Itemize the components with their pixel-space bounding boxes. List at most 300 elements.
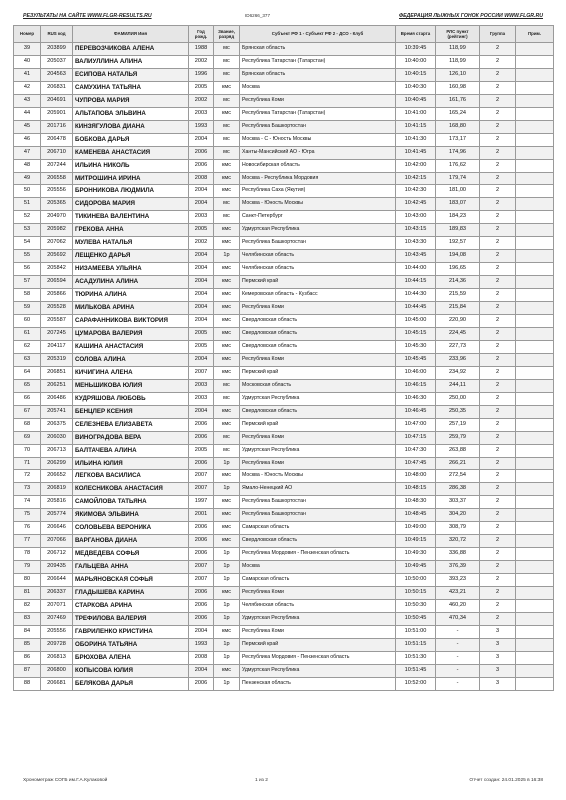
start-group-cell: 2 bbox=[480, 250, 516, 263]
region-club-cell: Москва bbox=[240, 561, 396, 574]
sport-rank-cell: кмс bbox=[214, 664, 240, 677]
athlete-number-cell: 45 bbox=[14, 120, 41, 133]
start-group-cell: 2 bbox=[480, 94, 516, 107]
note-cell bbox=[516, 353, 554, 366]
table-row bbox=[14, 431, 554, 444]
sport-rank-cell: кмс bbox=[214, 302, 240, 315]
birth-year-cell: 2005 bbox=[189, 327, 214, 340]
table-row bbox=[14, 198, 554, 211]
athlete-number-cell: 70 bbox=[14, 444, 41, 457]
start-group-cell: 2 bbox=[480, 548, 516, 561]
athlete-number-cell: 61 bbox=[14, 327, 41, 340]
page-number: 1 из 2 bbox=[255, 778, 268, 783]
note-cell bbox=[516, 470, 554, 483]
fis-points-cell: 126,10 bbox=[436, 68, 480, 81]
sport-rank-cell: мс bbox=[214, 198, 240, 211]
athlete-number-cell: 83 bbox=[14, 612, 41, 625]
region-club-cell: Брянская область bbox=[240, 43, 396, 56]
table-row bbox=[14, 379, 554, 392]
athlete-name-cell: НИЗАМЕЕВА УЛЬЯНА bbox=[73, 263, 189, 276]
fis-points-cell: - bbox=[436, 651, 480, 664]
athlete-number-cell: 80 bbox=[14, 574, 41, 587]
region-club-cell: Пермский край bbox=[240, 276, 396, 289]
fis-points-cell: 160,98 bbox=[436, 81, 480, 94]
table-row bbox=[14, 457, 554, 470]
region-club-cell: Республика Башкортостан bbox=[240, 509, 396, 522]
table-row bbox=[14, 120, 554, 133]
rus-code-cell: 206646 bbox=[41, 522, 73, 535]
start-time-cell: 10:42:30 bbox=[396, 185, 436, 198]
fis-points-cell: 460,20 bbox=[436, 599, 480, 612]
fis-points-cell: 196,65 bbox=[436, 263, 480, 276]
rus-code-cell: 205816 bbox=[41, 496, 73, 509]
athlete-name-cell: АЛЬТАПОВА ЭЛЬВИНА bbox=[73, 107, 189, 120]
sport-rank-cell: кмс bbox=[214, 535, 240, 548]
table-row bbox=[14, 315, 554, 328]
sport-rank-cell: 1р bbox=[214, 651, 240, 664]
start-time-cell: 10:41:30 bbox=[396, 133, 436, 146]
fis-points-cell: - bbox=[436, 625, 480, 638]
rus-code-cell: 205037 bbox=[41, 55, 73, 68]
rus-code-cell: 206712 bbox=[41, 548, 73, 561]
rus-code-cell: 206375 bbox=[41, 418, 73, 431]
athlete-name-cell: ЕСИПОВА НАТАЛЬЯ bbox=[73, 68, 189, 81]
note-cell bbox=[516, 548, 554, 561]
athlete-name-cell: АСАДУЛИНА АЛИНА bbox=[73, 276, 189, 289]
rus-code-cell: 209435 bbox=[41, 561, 73, 574]
athlete-name-cell: ЛЕГКОВА ВАСИЛИСА bbox=[73, 470, 189, 483]
birth-year-cell: 2005 bbox=[189, 81, 214, 94]
table-row bbox=[14, 496, 554, 509]
start-time-cell: 10:39:45 bbox=[396, 43, 436, 56]
region-club-cell: Челябинская область bbox=[240, 250, 396, 263]
col-header-start-time: Время старта bbox=[396, 26, 436, 43]
start-group-cell: 2 bbox=[480, 224, 516, 237]
athlete-name-cell: ЧУПРОВА МАРИЯ bbox=[73, 94, 189, 107]
start-group-cell: 2 bbox=[480, 496, 516, 509]
athlete-number-cell: 46 bbox=[14, 133, 41, 146]
start-group-cell: 2 bbox=[480, 561, 516, 574]
region-club-cell: Кемеровская область - Кузбасс bbox=[240, 289, 396, 302]
rus-code-cell: 206713 bbox=[41, 444, 73, 457]
start-group-cell: 2 bbox=[480, 353, 516, 366]
birth-year-cell: 2004 bbox=[189, 198, 214, 211]
rus-code-cell: 205556 bbox=[41, 625, 73, 638]
note-cell bbox=[516, 327, 554, 340]
note-cell bbox=[516, 133, 554, 146]
region-club-cell: Ханты-Мансийский АО - Югра bbox=[240, 146, 396, 159]
start-time-cell: 10:44:15 bbox=[396, 276, 436, 289]
athlete-name-cell: МАРЬЯНОВСКАЯ СОФЬЯ bbox=[73, 574, 189, 587]
region-club-cell: Республика Коми bbox=[240, 625, 396, 638]
table-row bbox=[14, 68, 554, 81]
fis-points-cell: 336,88 bbox=[436, 548, 480, 561]
rus-code-cell: 207071 bbox=[41, 599, 73, 612]
start-group-cell: 3 bbox=[480, 677, 516, 690]
athlete-number-cell: 59 bbox=[14, 302, 41, 315]
rus-code-cell: 204117 bbox=[41, 340, 73, 353]
table-row bbox=[14, 43, 554, 56]
note-cell bbox=[516, 392, 554, 405]
table-row bbox=[14, 483, 554, 496]
sport-rank-cell: мс bbox=[214, 146, 240, 159]
region-club-cell: Республика Мордовия - Пензенская область bbox=[240, 651, 396, 664]
rus-code-cell: 206851 bbox=[41, 366, 73, 379]
page-header bbox=[23, 13, 543, 25]
sport-rank-cell: кмс bbox=[214, 185, 240, 198]
region-club-cell: Свердловская область bbox=[240, 405, 396, 418]
athlete-name-cell: СОЛОВЬЕВА ВЕРОНИКА bbox=[73, 522, 189, 535]
table-row bbox=[14, 561, 554, 574]
note-cell bbox=[516, 159, 554, 172]
athlete-name-cell: ТИКИНЕВА ВАЛЕНТИНА bbox=[73, 211, 189, 224]
region-club-cell: Республика Башкортостан bbox=[240, 496, 396, 509]
fis-points-cell: 376,39 bbox=[436, 561, 480, 574]
athlete-number-cell: 66 bbox=[14, 392, 41, 405]
region-club-cell: Москва - С - Юность Москвы bbox=[240, 133, 396, 146]
birth-year-cell: 2004 bbox=[189, 276, 214, 289]
sport-rank-cell: кмс bbox=[214, 224, 240, 237]
birth-year-cell: 2004 bbox=[189, 263, 214, 276]
table-row bbox=[14, 224, 554, 237]
athlete-number-cell: 57 bbox=[14, 276, 41, 289]
start-time-cell: 10:41:00 bbox=[396, 107, 436, 120]
fis-points-cell: 183,07 bbox=[436, 198, 480, 211]
note-cell bbox=[516, 340, 554, 353]
start-group-cell: 2 bbox=[480, 172, 516, 185]
athlete-number-cell: 39 bbox=[14, 43, 41, 56]
table-row bbox=[14, 444, 554, 457]
start-time-cell: 10:47:15 bbox=[396, 431, 436, 444]
rus-code-cell: 207469 bbox=[41, 612, 73, 625]
table-row bbox=[14, 548, 554, 561]
region-club-cell: Пермский край bbox=[240, 638, 396, 651]
fis-points-cell: 266,21 bbox=[436, 457, 480, 470]
athlete-name-cell: КАШИНА АНАСТАСИЯ bbox=[73, 340, 189, 353]
birth-year-cell: 2006 bbox=[189, 535, 214, 548]
fis-points-cell: 215,59 bbox=[436, 289, 480, 302]
sport-rank-cell: 1р bbox=[214, 677, 240, 690]
region-club-cell: Москва - Республика Мордовия bbox=[240, 172, 396, 185]
athlete-number-cell: 41 bbox=[14, 68, 41, 81]
region-club-cell: Удмуртская Республика bbox=[240, 612, 396, 625]
athlete-name-cell: КАМЕНЕВА АНАСТАСИЯ bbox=[73, 146, 189, 159]
table-row bbox=[14, 55, 554, 68]
athlete-number-cell: 77 bbox=[14, 535, 41, 548]
sport-rank-cell: кмс bbox=[214, 327, 240, 340]
rus-code-cell: 206251 bbox=[41, 379, 73, 392]
fis-points-cell: 173,17 bbox=[436, 133, 480, 146]
region-club-cell: Ямало-Ненецкий АО bbox=[240, 483, 396, 496]
note-cell bbox=[516, 146, 554, 159]
table-row bbox=[14, 574, 554, 587]
start-group-cell: 2 bbox=[480, 107, 516, 120]
fis-points-cell: 184,23 bbox=[436, 211, 480, 224]
start-group-cell: 3 bbox=[480, 625, 516, 638]
athlete-number-cell: 73 bbox=[14, 483, 41, 496]
birth-year-cell: 2006 bbox=[189, 587, 214, 600]
table-row bbox=[14, 651, 554, 664]
region-club-cell: Республика Коми bbox=[240, 587, 396, 600]
note-cell bbox=[516, 509, 554, 522]
athlete-name-cell: МИТРОШИНА ИРИНА bbox=[73, 172, 189, 185]
start-list-table bbox=[13, 25, 554, 691]
table-row bbox=[14, 172, 554, 185]
sport-rank-cell: кмс bbox=[214, 172, 240, 185]
birth-year-cell: 2004 bbox=[189, 664, 214, 677]
sport-rank-cell: 1р bbox=[214, 599, 240, 612]
fis-points-cell: 272,54 bbox=[436, 470, 480, 483]
sport-rank-cell: кмс bbox=[214, 366, 240, 379]
fis-points-cell: 165,24 bbox=[436, 107, 480, 120]
start-time-cell: 10:43:30 bbox=[396, 237, 436, 250]
note-cell bbox=[516, 625, 554, 638]
start-time-cell: 10:51:45 bbox=[396, 664, 436, 677]
note-cell bbox=[516, 55, 554, 68]
start-time-cell: 10:45:00 bbox=[396, 315, 436, 328]
rus-code-cell: 206558 bbox=[41, 172, 73, 185]
note-cell bbox=[516, 276, 554, 289]
athlete-number-cell: 68 bbox=[14, 418, 41, 431]
col-header-note: Прим. bbox=[516, 26, 554, 43]
start-group-cell: 2 bbox=[480, 366, 516, 379]
note-cell bbox=[516, 107, 554, 120]
note-cell bbox=[516, 172, 554, 185]
sport-rank-cell: кмс bbox=[214, 340, 240, 353]
start-time-cell: 10:51:00 bbox=[396, 625, 436, 638]
athlete-number-cell: 67 bbox=[14, 405, 41, 418]
table-row bbox=[14, 146, 554, 159]
start-time-cell: 10:48:45 bbox=[396, 509, 436, 522]
sport-rank-cell: кмс bbox=[214, 587, 240, 600]
rus-code-cell: 207244 bbox=[41, 159, 73, 172]
note-cell bbox=[516, 535, 554, 548]
fis-points-cell: - bbox=[436, 638, 480, 651]
athlete-name-cell: СОЛОВА АЛИНА bbox=[73, 353, 189, 366]
start-time-cell: 10:49:15 bbox=[396, 535, 436, 548]
table-row bbox=[14, 107, 554, 120]
rus-code-cell: 207066 bbox=[41, 535, 73, 548]
rus-code-cell: 203899 bbox=[41, 43, 73, 56]
table-row bbox=[14, 612, 554, 625]
fis-points-cell: 189,83 bbox=[436, 224, 480, 237]
sport-rank-cell: мс bbox=[214, 94, 240, 107]
col-header-rank: Звание, разряд bbox=[214, 26, 240, 43]
table-row bbox=[14, 237, 554, 250]
table-header-row bbox=[14, 26, 554, 43]
start-group-cell: 2 bbox=[480, 392, 516, 405]
rus-code-cell: 206644 bbox=[41, 574, 73, 587]
table-row bbox=[14, 587, 554, 600]
start-group-cell: 2 bbox=[480, 418, 516, 431]
start-group-cell: 2 bbox=[480, 599, 516, 612]
fis-points-cell: 168,80 bbox=[436, 120, 480, 133]
athlete-number-cell: 54 bbox=[14, 237, 41, 250]
region-club-cell: Брянская область bbox=[240, 68, 396, 81]
table-row bbox=[14, 392, 554, 405]
rus-code-cell: 206819 bbox=[41, 483, 73, 496]
start-time-cell: 10:43:45 bbox=[396, 250, 436, 263]
table-row bbox=[14, 185, 554, 198]
region-club-cell: Удмуртская Республика bbox=[240, 224, 396, 237]
fis-points-cell: 233,96 bbox=[436, 353, 480, 366]
birth-year-cell: 2006 bbox=[189, 522, 214, 535]
start-time-cell: 10:52:00 bbox=[396, 677, 436, 690]
athlete-name-cell: ГЛАДЫШЕВА КАРИНА bbox=[73, 587, 189, 600]
start-group-cell: 2 bbox=[480, 470, 516, 483]
start-group-cell: 2 bbox=[480, 68, 516, 81]
fis-points-cell: 250,35 bbox=[436, 405, 480, 418]
athlete-name-cell: БАЛТАЧЕВА АЛИНА bbox=[73, 444, 189, 457]
table-row bbox=[14, 418, 554, 431]
report-created: Отчет создан: 24.01.2025 в 16:38 bbox=[469, 778, 543, 783]
table-body bbox=[14, 43, 554, 691]
note-cell bbox=[516, 120, 554, 133]
athlete-name-cell: ПЕРЕВОЗЧИКОВА АЛЕНА bbox=[73, 43, 189, 56]
rus-code-cell: 205319 bbox=[41, 353, 73, 366]
region-club-cell: Пермский край bbox=[240, 366, 396, 379]
start-group-cell: 2 bbox=[480, 159, 516, 172]
athlete-number-cell: 64 bbox=[14, 366, 41, 379]
athlete-name-cell: КОЛЕСНИКОВА АНАСТАСИЯ bbox=[73, 483, 189, 496]
rus-code-cell: 201716 bbox=[41, 120, 73, 133]
rus-code-cell: 209728 bbox=[41, 638, 73, 651]
note-cell bbox=[516, 198, 554, 211]
results-site-link[interactable]: РЕЗУЛЬТАТЫ НА САЙТЕ WWW.FLGR-RESULTS.RU bbox=[23, 13, 152, 19]
athlete-number-cell: 51 bbox=[14, 198, 41, 211]
athlete-name-cell: КИЧИГИНА АЛЕНА bbox=[73, 366, 189, 379]
sport-rank-cell: кмс bbox=[214, 353, 240, 366]
region-club-cell: Московская область bbox=[240, 379, 396, 392]
sport-rank-cell: мс bbox=[214, 133, 240, 146]
start-time-cell: 10:48:15 bbox=[396, 483, 436, 496]
region-club-cell: Новосибирская область bbox=[240, 159, 396, 172]
start-group-cell: 2 bbox=[480, 43, 516, 56]
birth-year-cell: 2003 bbox=[189, 107, 214, 120]
table-row bbox=[14, 625, 554, 638]
birth-year-cell: 2008 bbox=[189, 172, 214, 185]
start-group-cell: 2 bbox=[480, 289, 516, 302]
start-group-cell: 2 bbox=[480, 431, 516, 444]
athlete-number-cell: 88 bbox=[14, 677, 41, 690]
sport-rank-cell: мс bbox=[214, 68, 240, 81]
region-club-cell: Республика Саха (Якутия) bbox=[240, 185, 396, 198]
birth-year-cell: 2003 bbox=[189, 392, 214, 405]
sport-rank-cell: кмс bbox=[214, 276, 240, 289]
start-time-cell: 10:46:00 bbox=[396, 366, 436, 379]
athlete-name-cell: КУДРЯШОВА ЛЮБОВЬ bbox=[73, 392, 189, 405]
table-row bbox=[14, 302, 554, 315]
sport-rank-cell: 1р bbox=[214, 561, 240, 574]
birth-year-cell: 2003 bbox=[189, 379, 214, 392]
note-cell bbox=[516, 405, 554, 418]
start-group-cell: 3 bbox=[480, 664, 516, 677]
sport-rank-cell: 1р bbox=[214, 638, 240, 651]
start-group-cell: 2 bbox=[480, 198, 516, 211]
athlete-name-cell: БРЮХОВА АЛЕНА bbox=[73, 651, 189, 664]
athlete-number-cell: 78 bbox=[14, 548, 41, 561]
birth-year-cell: 2002 bbox=[189, 55, 214, 68]
start-group-cell: 2 bbox=[480, 55, 516, 68]
fis-points-cell: 286,38 bbox=[436, 483, 480, 496]
start-time-cell: 10:40:45 bbox=[396, 94, 436, 107]
rus-code-cell: 205365 bbox=[41, 198, 73, 211]
col-header-subject: Субъект РФ 1 - Субъект РФ 2 - ДСО - Клуб bbox=[240, 26, 396, 43]
start-time-cell: 10:46:30 bbox=[396, 392, 436, 405]
start-group-cell: 2 bbox=[480, 302, 516, 315]
table-row bbox=[14, 535, 554, 548]
table-row bbox=[14, 133, 554, 146]
region-club-cell: Пермский край bbox=[240, 418, 396, 431]
birth-year-cell: 2006 bbox=[189, 599, 214, 612]
fis-points-cell: 176,62 bbox=[436, 159, 480, 172]
fis-points-cell: 192,57 bbox=[436, 237, 480, 250]
athlete-name-cell: КИНЗЯГУЛОВА ДИАНА bbox=[73, 120, 189, 133]
athlete-name-cell: БЕНЦЛЕР КСЕНИЯ bbox=[73, 405, 189, 418]
federation-site-link[interactable]: ФЕДЕРАЦИЯ ЛЫЖНЫХ ГОНОК РОССИИ WWW.FLGR.RU bbox=[399, 13, 543, 19]
table-row bbox=[14, 340, 554, 353]
page-footer bbox=[23, 778, 543, 788]
note-cell bbox=[516, 561, 554, 574]
note-cell bbox=[516, 211, 554, 224]
sport-rank-cell: кмс bbox=[214, 315, 240, 328]
fis-points-cell: - bbox=[436, 677, 480, 690]
athlete-name-cell: ЯКИМОВА ЭЛЬВИНА bbox=[73, 509, 189, 522]
note-cell bbox=[516, 224, 554, 237]
athlete-name-cell: МЕНЬШИКОВА ЮЛИЯ bbox=[73, 379, 189, 392]
athlete-name-cell: ГАВРИЛЕНКО КРИСТИНА bbox=[73, 625, 189, 638]
rus-code-cell: 206652 bbox=[41, 470, 73, 483]
start-list-table-wrap bbox=[13, 25, 553, 691]
note-cell bbox=[516, 483, 554, 496]
note-cell bbox=[516, 94, 554, 107]
athlete-name-cell: СТАРКОВА АРИНА bbox=[73, 599, 189, 612]
birth-year-cell: 2006 bbox=[189, 548, 214, 561]
note-cell bbox=[516, 599, 554, 612]
fis-points-cell: 257,19 bbox=[436, 418, 480, 431]
birth-year-cell: 1997 bbox=[189, 496, 214, 509]
region-club-cell: Республика Татарстан (Татарстан) bbox=[240, 107, 396, 120]
start-group-cell: 3 bbox=[480, 651, 516, 664]
athlete-number-cell: 49 bbox=[14, 172, 41, 185]
athlete-number-cell: 65 bbox=[14, 379, 41, 392]
region-club-cell: Удмуртская Республика bbox=[240, 444, 396, 457]
table-row bbox=[14, 664, 554, 677]
fis-points-cell: 303,37 bbox=[436, 496, 480, 509]
sport-rank-cell: 1р bbox=[214, 574, 240, 587]
rus-code-cell: 206831 bbox=[41, 81, 73, 94]
athlete-number-cell: 62 bbox=[14, 340, 41, 353]
sport-rank-cell: мс bbox=[214, 211, 240, 224]
athlete-number-cell: 50 bbox=[14, 185, 41, 198]
col-header-year: Год рожд. bbox=[189, 26, 214, 43]
start-group-cell: 3 bbox=[480, 638, 516, 651]
rus-code-cell: 205901 bbox=[41, 107, 73, 120]
note-cell bbox=[516, 574, 554, 587]
birth-year-cell: 2005 bbox=[189, 340, 214, 353]
birth-year-cell: 1988 bbox=[189, 43, 214, 56]
rus-code-cell: 207062 bbox=[41, 237, 73, 250]
athlete-name-cell: ВАЛИУЛЛИНА АЛИНА bbox=[73, 55, 189, 68]
fis-points-cell: 250,00 bbox=[436, 392, 480, 405]
region-club-cell: Пензенская область bbox=[240, 677, 396, 690]
note-cell bbox=[516, 457, 554, 470]
athlete-name-cell: КОПЫСОВА ЮЛИЯ bbox=[73, 664, 189, 677]
birth-year-cell: 2004 bbox=[189, 302, 214, 315]
sport-rank-cell: 1р bbox=[214, 612, 240, 625]
birth-year-cell: 2006 bbox=[189, 677, 214, 690]
birth-year-cell: 2006 bbox=[189, 159, 214, 172]
